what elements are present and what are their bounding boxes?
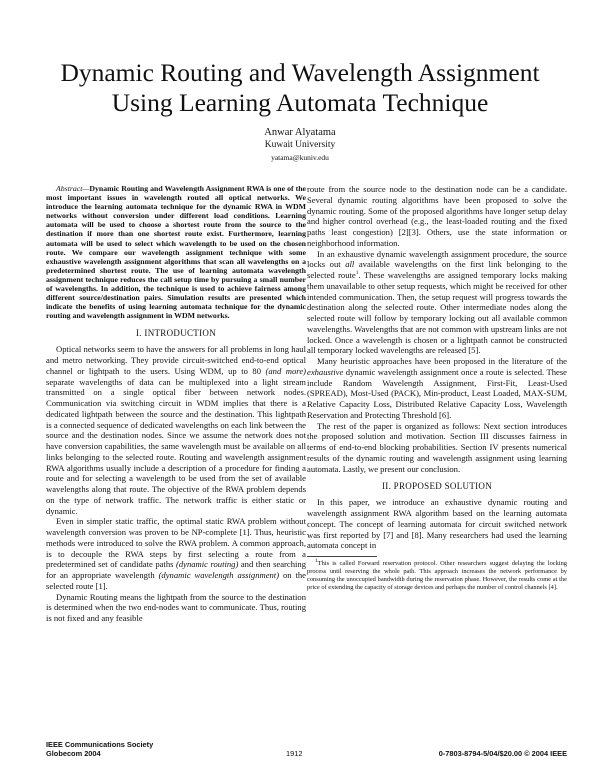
intro-p5-emphasis: exhaustive xyxy=(307,366,344,377)
intro-paragraph-5 xyxy=(307,356,567,421)
footer-society-name: IEEE Communications Society xyxy=(46,740,154,749)
intro-p4-text-a: In an exhaustive dynamic wavelength assignment procedure, the source locks out xyxy=(307,248,567,270)
footer-society xyxy=(46,740,153,758)
intro-paragraph-3: Dynamic Routing means the lightpath from the source to the destination is determined when the two end-nodes want to communicate. Thus, routing is not fixed and any feasible xyxy=(46,591,306,624)
section-heading-introduction: I. INTRODUCTION xyxy=(136,328,216,339)
intro-p1-text-b: separate wavelengths of data can be multiplexed into a light stream transmitted on a single optical fiber between network nodes. Communication via switching circuit in WDM implies that there is a dedicated lightpath between the source and the destination. This lightpath is a connected sequence of dedicated wavelengths on each link between the source and the destination nodes. Since we assume the network does not have conversion capabilities, the same wavelength must be available on all links belonging to the selected route. Routing and wavelength assignment RWA algorithms usually include a description of a procedure for finding a route and for selecting a wavelength to be used from the set of available wavelengths along that route. The objective of the RWA problem depends on the type of network traffic. The network traffic is either static or dynamic. xyxy=(46,376,306,516)
paper-title xyxy=(30,58,570,118)
intro-p2-text-c: on the selected route [1]. xyxy=(46,570,306,591)
intro-p1-emphasis: (and more) xyxy=(265,365,306,376)
intro-p1-text-a: Optical networks seem to have the answers for all problems in long haul and metro networking. They provide circuit-switched end-to-end optical channel or lightpath to the users. Using WDM, up to 80 xyxy=(46,344,306,376)
intro-paragraph-1 xyxy=(46,344,306,516)
footnote-reference: 1 xyxy=(355,270,359,277)
title-line-2: Using Learning Automata Technique xyxy=(111,88,489,117)
author-email: yatama@kuniv.edu xyxy=(271,153,329,162)
footnote-divider xyxy=(307,556,377,557)
title-line-1: Dynamic Routing and Wavelength Assignment xyxy=(60,58,540,87)
intro-p4-text-c: . These wavelengths are assigned temporary locks making them unavailable to other setup requests, which might be received for other intended communication. Then, the setup request will progress towards the destination along the selected route. Other intermediate nodes along the selected route will follow by temporary locking out all available common wavelengths. Wavelengths that are not common with upstream links are not locked. Once a wavelength is chosen or a lightpath cannot be constructed all temporary locked wavelengths are released [5]. xyxy=(307,270,568,356)
intro-paragraph-2 xyxy=(46,516,306,591)
intro-p2-text-b: and then searching for an appropriate wavelength xyxy=(46,559,307,581)
intro-paragraph-6: The rest of the paper is organized as follows: Next section introduces the proposed solution and motivation. Section III discusses fairness in terms of end-to-end blocking probabilities. Section IV presents numerical results of the dynamic routing and wavelength assignment using learning automata. Lastly, we present our conclusion. xyxy=(307,420,567,474)
abstract-text: Dynamic Routing and Wavelength Assignment RWA is one of the most important issues in wavelength routed all optical networks. We introduce the learning automata technique for the dynamic RWA in WDM networks without conversion under different load conditions. Learning automata will be used to choose a shortest route from the source to the destination if more than one shortest route exist. Furthermore, learning automata will be used to select which wavelength to be used on the chosen route. We compare our wavelength assignment technique with some exhaustive wavelength assignment algorithms that scan all wavelengths on a predetermined shortest route. The use of learning automata wavelength assignment technique reduces the call setup time by pursuing a small number of wavelengths. In addition, the technique is used to achieve fairness among different source/destination pairs. Simulation results are presented which indicate the benefits of using learning automata technique for the dynamic routing and wavelength assignment in WDM networks. xyxy=(46,184,306,321)
author-block xyxy=(150,126,450,164)
proposed-paragraph-1: In this paper, we introduce an exhaustive dynamic routing and wavelength assignment RWA algorithm based on the learning automata concept. The concept of learning automata for circuit switched network was first reported by [7] and [8]. Many researchers had used the learning automata concept in xyxy=(307,497,567,551)
footer-isbn: 0-7803-8794-5/04/$20.00 © 2004 IEEE xyxy=(438,749,567,758)
intro-p2-emphasis-1: (dynamic routing) xyxy=(175,559,239,570)
left-column xyxy=(46,184,306,624)
footer-conference: Globecom 2004 xyxy=(46,749,101,758)
author-affiliation: Kuwait University xyxy=(264,140,336,150)
intro-p2-emphasis-2: (dynamic wavelength assignment) xyxy=(158,570,280,581)
intro-p5-text-b: dynamic wavelength assignment once a route is selected. These include Random Wavelength Assignment, First-Fit, Least-Used (SPREAD), Most-Used (PACK), Min-product, Least Loaded, MAX-SUM, Relative Capacity Loss, Distributed Relative Capacity Loss, Wavelength Reservation and Protecting Threshold [6]. xyxy=(307,366,567,420)
intro-p2-text-a: Even in simpler static traffic, the optimal static RWA problem without wavelength conversion was proven to be NP-complete [1]. Thus, heuristic methods were introduced to solve the RWA problem. A common approach, is to decouple the RWA steps by first selecting a route from a predetermined set of candidate paths xyxy=(46,516,306,570)
intro-p5-text-a: Many heuristic approaches have been proposed in the literature of the xyxy=(317,356,567,366)
section-heading-proposed-solution: II. PROPOSED SOLUTION xyxy=(381,481,493,492)
footer-page-number: 1912 xyxy=(286,749,303,758)
abstract-label: Abstract xyxy=(56,184,83,193)
abstract xyxy=(46,184,306,320)
footnote xyxy=(307,557,567,592)
author-name: Anwar Alyatama xyxy=(264,127,336,138)
footnote-mark: 1 xyxy=(315,557,318,564)
intro-p4-emphasis: all xyxy=(345,259,355,270)
footnote-text: This is called Forward reservation protocol. Other researchers suggest delaying the locking process until reserving the whole path. This approach increases the network performance by consuming the unoccupied bandwidth during the reservation phase. However, the results come at the price of extending the capacity of storage devices and perhaps the number of control channels [4]. xyxy=(307,560,567,591)
intro-paragraph-3-continued: route from the source node to the destination node can be a candidate. Several dynamic routing algorithms have been proposed to solve the dynamic routing. Some of the proposed algorithms have longer setup delay and higher control overhead (e.g., the least-loaded routing and the fixed paths least congestion) [2][3]. Others, use the state information or neighborhood information. xyxy=(307,184,567,248)
intro-paragraph-4 xyxy=(307,249,567,357)
intro-p4-text-b: available wavelengths on the first link belonging to the selected route xyxy=(307,259,568,280)
abstract-dash: — xyxy=(82,184,90,193)
right-column xyxy=(307,184,567,592)
